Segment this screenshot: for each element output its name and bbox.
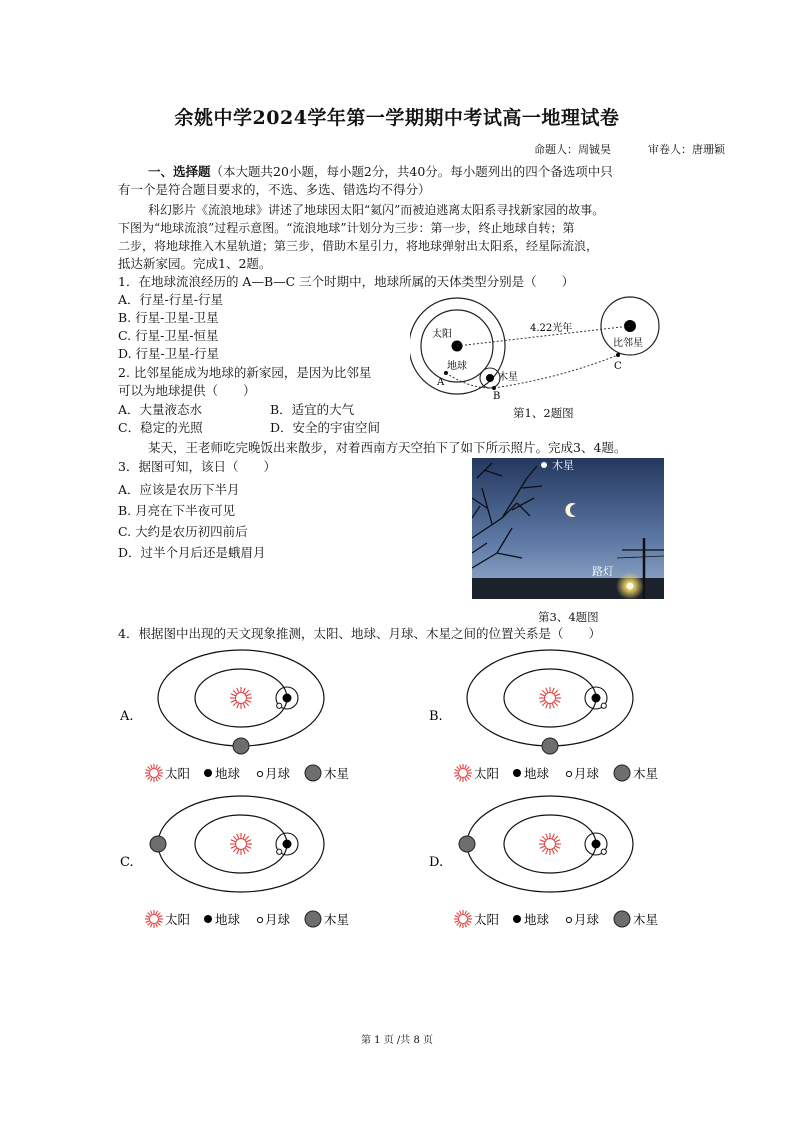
- instructions-line1: （本大题共20小题，每小题2分，共40分。每小题列出的四个备选项中只: [210, 164, 613, 179]
- legend-jupiter-label: 木星: [633, 912, 659, 927]
- legend-jupiter-dot: [614, 765, 630, 781]
- legend-moon-dot: [566, 917, 571, 922]
- night-sky-photo: [472, 458, 664, 599]
- q4-option-c-diagram[interactable]: [118, 794, 368, 934]
- photo-label-jupiter: 木星: [552, 459, 574, 472]
- intro2-line1: 某天，王老师吃完晚饭出来散步，对着西南方天空拍下了如下所示照片。完成3、4题。: [148, 440, 627, 455]
- q3-option-b[interactable]: B. 月亮在下半夜可见: [118, 503, 236, 518]
- intro1-line3: 二步，将地球推入木星轨道；第三步，借助木星引力，将地球弹射出太阳系，经星际流浪，: [118, 239, 599, 253]
- section-heading: 一、选择题: [148, 164, 211, 179]
- moon-dot: [277, 849, 282, 854]
- intro1-line4: 抵达新家园。完成1、2题。: [118, 256, 272, 271]
- q4-option-letter: D.: [429, 855, 444, 870]
- jupiter-dot: [542, 738, 558, 754]
- q1-option-b[interactable]: B. 行星-卫星-卫星: [118, 310, 219, 325]
- streetlight-bulb: [627, 583, 634, 590]
- legend-jupiter-dot: [614, 911, 630, 927]
- sun-icon: [230, 833, 252, 855]
- sun-icon: [230, 687, 252, 709]
- wandering-earth-diagram: [410, 293, 670, 408]
- legend-sun-icon: [454, 764, 472, 782]
- legend-earth-label: 地球: [215, 766, 241, 781]
- intro1-line2: 下图为“地球流浪”过程示意图。“流浪地球”计划分为三步：第一步，终止地球自转；第: [118, 221, 575, 235]
- legend-earth-dot: [513, 769, 521, 777]
- legend-sun-icon: [145, 764, 163, 782]
- legend-moon-dot: [566, 771, 571, 776]
- q4-option-letter: B.: [429, 709, 443, 724]
- figure34-caption: 第3、4题图: [538, 610, 599, 624]
- legend-earth-dot: [204, 915, 212, 923]
- sun-icon: [539, 687, 561, 709]
- q4-option-b-diagram[interactable]: [427, 648, 677, 788]
- jupiter-point: [541, 462, 547, 468]
- q4-option-letter: C.: [120, 855, 134, 870]
- page-title: 余姚中学2024学年第一学期期中考试高一地理试卷: [174, 107, 620, 129]
- legend-jupiter-dot: [305, 911, 321, 927]
- q1-option-a[interactable]: A．行星-行星-行星: [118, 292, 223, 307]
- q2-option-d[interactable]: D．安全的宇宙空间: [270, 420, 381, 435]
- section-instructions: [148, 163, 613, 181]
- legend-jupiter-label: 木星: [324, 912, 350, 927]
- legend-jupiter-dot: [305, 765, 321, 781]
- legend-moon-label: 月球: [265, 766, 291, 781]
- label-b: B: [493, 391, 501, 402]
- legend-earth-dot: [204, 769, 212, 777]
- legend-jupiter-label: 木星: [633, 766, 659, 781]
- legend-earth-label: 地球: [215, 912, 241, 927]
- moon-dot: [601, 849, 606, 854]
- q4-stem: 4．根据图中出现的天文现象推测，太阳、地球、月球、木星之间的位置关系是（ ）: [118, 626, 601, 641]
- moon-dot: [601, 703, 606, 708]
- legend-sun-icon: [145, 910, 163, 928]
- legend-sun-label: 太阳: [474, 766, 500, 781]
- legend-moon-label: 月球: [574, 766, 600, 781]
- legend-sun-label: 太阳: [474, 912, 500, 927]
- jupiter-dot: [459, 836, 475, 852]
- intro1-line1: 科幻影片《流浪地球》讲述了地球因太阳“氦闪”而被迫逃离太阳系寻找新家园的故事。: [148, 203, 605, 217]
- legend-earth-dot: [513, 915, 521, 923]
- label-jupiter: 木星: [498, 372, 518, 383]
- sun-icon: [539, 833, 561, 855]
- label-distance: 4.22光年: [530, 323, 573, 334]
- earth-dot: [592, 840, 601, 849]
- jupiter-dot: [486, 374, 494, 382]
- legend-moon-label: 月球: [265, 912, 291, 927]
- label-c: C: [614, 361, 622, 372]
- label-a: A: [437, 377, 445, 388]
- earth-dot: [592, 694, 601, 703]
- figure12-caption: 第1、2题图: [513, 406, 574, 420]
- q1-option-c[interactable]: C. 行星-卫星-恒星: [118, 328, 219, 343]
- legend-moon-label: 月球: [574, 912, 600, 927]
- legend-earth-label: 地球: [524, 766, 550, 781]
- author-label: 命题人：周铖昊: [534, 143, 611, 156]
- legend-sun-label: 太阳: [165, 766, 191, 781]
- q3-option-d[interactable]: D．过半个月后还是蛾眉月: [118, 545, 266, 560]
- q4-option-letter: A.: [120, 709, 134, 724]
- q2-option-b[interactable]: B．适宜的大气: [270, 402, 355, 417]
- q4-option-d-diagram[interactable]: [427, 794, 677, 934]
- q2-stem-line1: 2. 比邻星能成为地球的新家园，是因为比邻星: [118, 365, 372, 380]
- earth-dot: [283, 840, 292, 849]
- q3-option-c[interactable]: C. 大约是农历初四前后: [118, 524, 248, 539]
- instructions-line2: 有一个是符合题目要求的，不选、多选、错选均不得分）: [118, 182, 431, 197]
- q1-stem: 1．在地球流浪经历的 A—B—C 三个时期中，地球所属的天体类型分别是（ ）: [118, 274, 575, 289]
- q2-option-c[interactable]: C．稳定的光照: [118, 420, 203, 435]
- legend-earth-label: 地球: [524, 912, 550, 927]
- legend-moon-dot: [257, 771, 262, 776]
- jupiter-dot: [233, 738, 249, 754]
- legend-moon-dot: [257, 917, 262, 922]
- reviewer-label: 审卷人：唐珊颖: [648, 143, 725, 156]
- legend-jupiter-label: 木星: [324, 766, 350, 781]
- q3-option-a[interactable]: A．应该是农历下半月: [118, 482, 240, 497]
- photo-label-streetlight: 路灯: [592, 565, 614, 578]
- legend-sun-label: 太阳: [165, 912, 191, 927]
- q2-stem-line2: 可以为地球提供（ ）: [118, 383, 256, 398]
- q3-stem: 3．据图可知，该日（ ）: [118, 459, 276, 474]
- page-footer: 第 1 页 /共 8 页: [361, 1035, 433, 1046]
- label-proxima: 比邻星: [613, 338, 643, 349]
- earth-dot: [283, 694, 292, 703]
- q2-option-a[interactable]: A．大量液态水: [118, 402, 203, 417]
- q4-option-a-diagram[interactable]: [118, 648, 368, 788]
- label-earth: 地球: [447, 361, 467, 372]
- jupiter-dot: [150, 836, 166, 852]
- q1-option-d[interactable]: D. 行星-卫星-行星: [118, 346, 219, 361]
- legend-sun-icon: [454, 910, 472, 928]
- moon-dot: [277, 703, 282, 708]
- label-sun: 太阳: [432, 329, 452, 340]
- path-ab: [446, 373, 494, 388]
